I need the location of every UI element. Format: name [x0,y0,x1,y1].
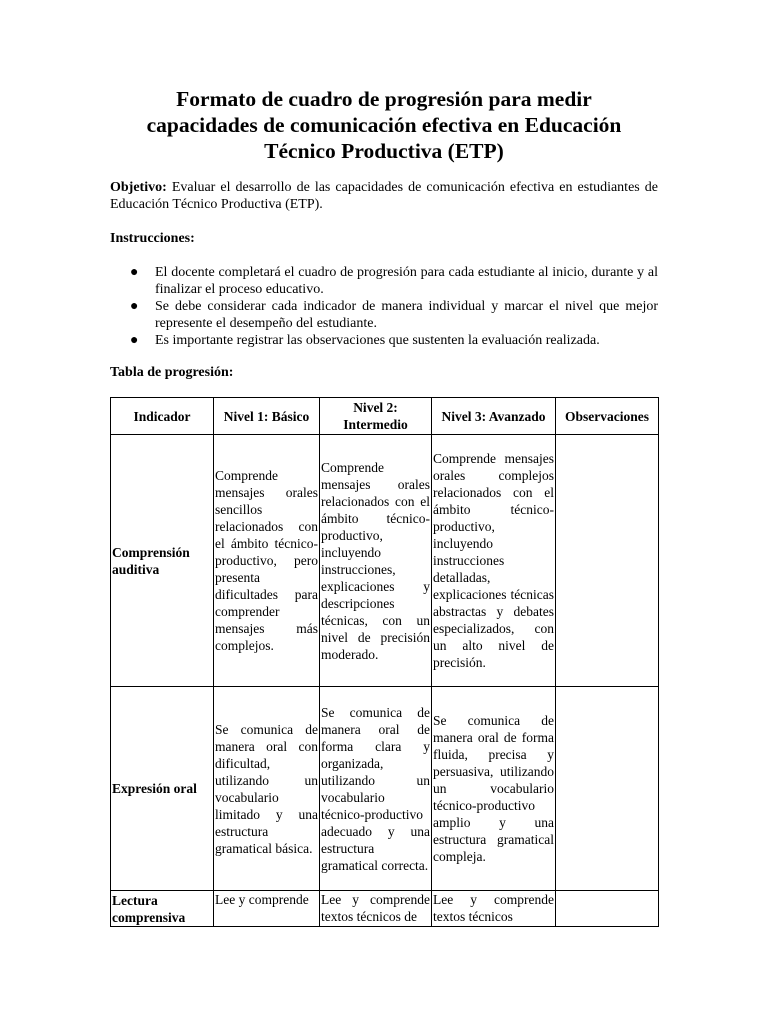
list-item-text: El docente completará el cuadro de progresión para cada estudiante al inicio, durante y al finalizar el proceso educativo. [155,265,658,297]
level-3-cell: Comprende mensajes orales complejos relacionados con el ámbito técnico-productivo, incluyendo instrucciones detalladas, explicaciones técnicas abstractas y debates especializados, con un alto nivel de precisión. [432,435,556,687]
instructions-heading: Instrucciones: [110,231,195,246]
level-1-cell: Se comunica de manera oral con dificultad, utilizando un vocabulario limitado y una estructura gramatical básica. [214,687,320,891]
list-item [110,298,658,332]
indicator-cell: Expresión oral [111,687,214,891]
bullet-icon: ● [130,265,139,280]
level-2-cell: Se comunica de manera oral de forma clara y organizada, utilizando un vocabulario técnico-productivo adecuado y una estructura gramatical correcta. [320,687,432,891]
column-header-nivel-3: Nivel 3: Avanzado [432,398,556,435]
title-line: Formato de cuadro de progresión para medir [176,87,592,111]
level-3-cell: Lee y comprende textos técnicos [432,891,556,927]
level-2-cell: Comprende mensajes orales relacionados con el ámbito técnico-productivo, incluyendo instrucciones, explicaciones y descripciones técnicas, con un nivel de precisión moderado. [320,435,432,687]
observations-cell [556,435,659,687]
list-item [110,264,658,298]
column-header-nivel-2: Nivel 2: Intermedio [320,398,432,435]
observations-cell [556,891,659,927]
level-3-cell: Se comunica de manera oral de forma fluida, precisa y persuasiva, utilizando un vocabulario técnico-productivo amplio y una estructura gramatical compleja. [432,687,556,891]
table-header-row [111,398,659,435]
objective-paragraph [110,179,658,213]
list-item [110,332,658,349]
table-row [111,687,659,891]
level-2-cell: Lee y comprende textos técnicos de [320,891,432,927]
list-item-text: Es importante registrar las observaciones que sustenten la evaluación realizada. [155,333,600,348]
level-1-cell: Comprende mensajes orales sencillos relacionados con el ámbito técnico-productivo, pero presenta dificultades para comprender mensajes más complejos. [214,435,320,687]
column-header-nivel-1: Nivel 1: Básico [214,398,320,435]
column-header-indicador: Indicador [111,398,214,435]
objective-text: Evaluar el desarrollo de las capacidades de comunicación efectiva en estudiantes de Educación Técnico Productiva (ETP). [110,180,658,212]
progression-table [110,397,659,927]
bullet-icon: ● [130,333,139,348]
indicator-cell: Lectura comprensiva [111,891,214,927]
observations-cell [556,687,659,891]
title-line: capacidades de comunicación efectiva en Educación [146,113,622,137]
table-row [111,891,659,927]
table-row [111,435,659,687]
document-title [110,86,658,164]
table-heading: Tabla de progresión: [110,365,234,380]
objective-label: Objetivo: [110,180,167,195]
list-item-text: Se debe considerar cada indicador de manera individual y marcar el nivel que mejor represente el desempeño del estudiante. [155,299,658,331]
column-header-observaciones: Observaciones [556,398,659,435]
title-line: Técnico Productiva (ETP) [264,139,504,163]
indicator-cell: Comprensión auditiva [111,435,214,687]
level-1-cell: Lee y comprende [214,891,320,927]
bullet-icon: ● [130,299,139,314]
instructions-list [110,264,658,349]
